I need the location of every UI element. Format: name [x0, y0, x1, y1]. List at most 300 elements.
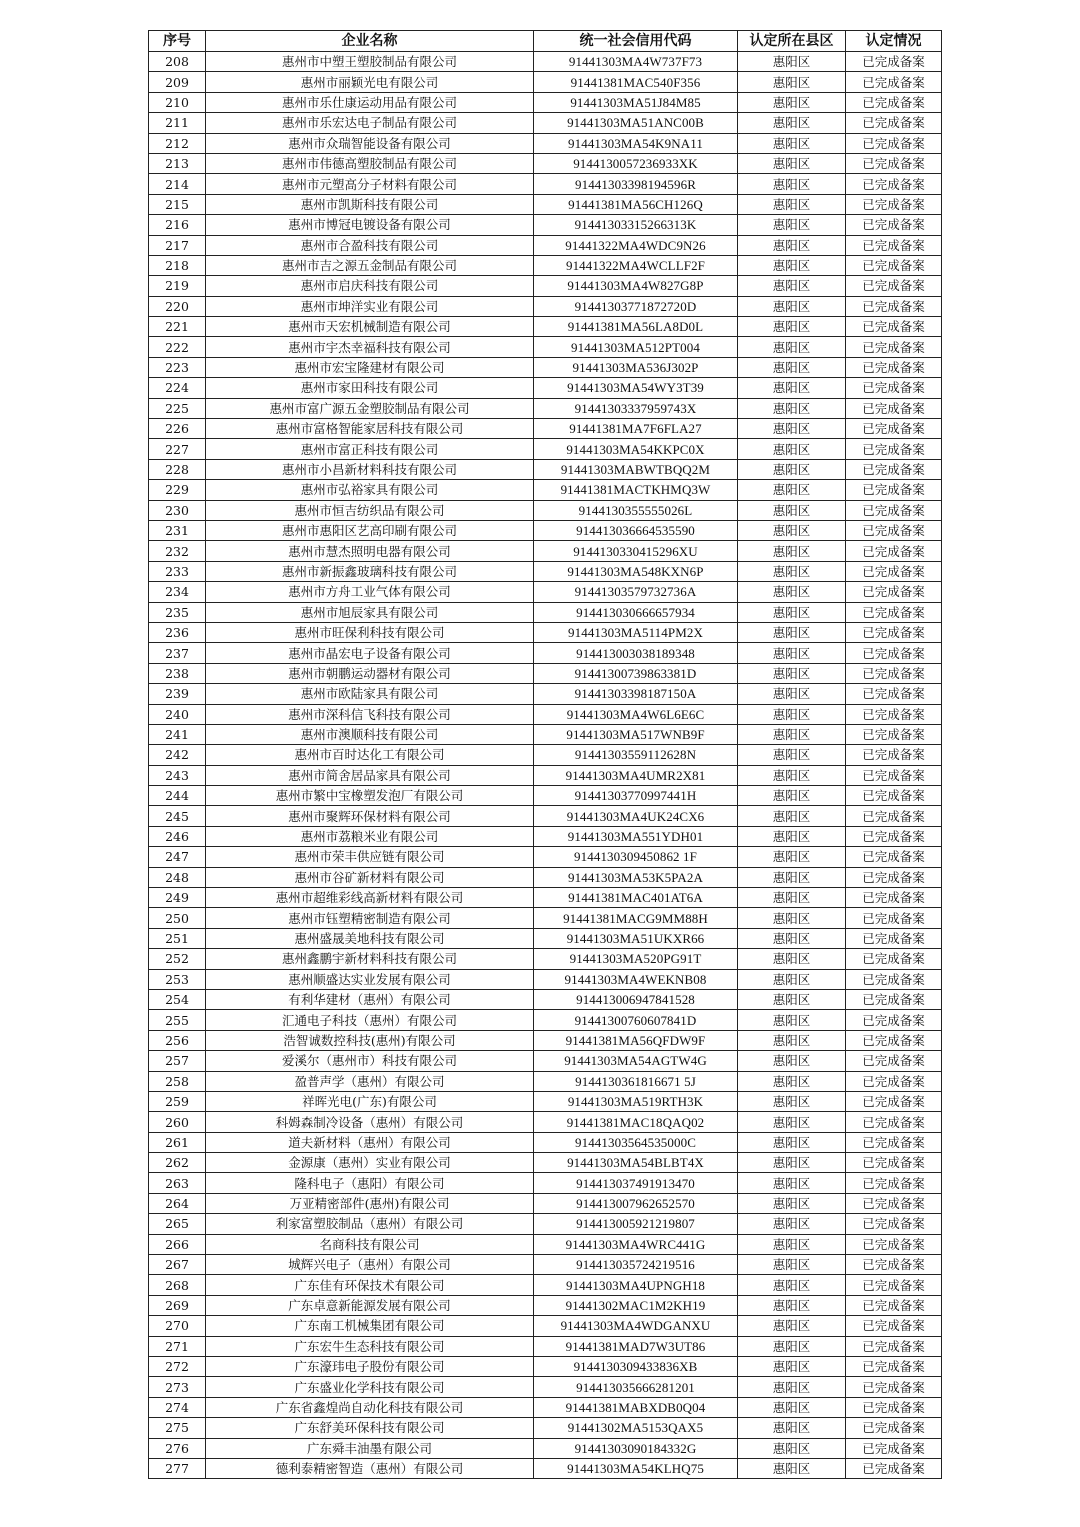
cell-seq: 221 — [149, 317, 206, 337]
cell-district: 惠阳区 — [738, 684, 846, 704]
cell-company-name: 广东省鑫煌尚自动化科技有限公司 — [206, 1397, 534, 1417]
cell-district: 惠阳区 — [738, 928, 846, 948]
table-row — [149, 1030, 942, 1050]
cell-credit-code: 91441303559112628N — [534, 745, 738, 765]
cell-status: 已完成备案 — [846, 684, 942, 704]
cell-credit-code: 91441303MA54WY3T39 — [534, 378, 738, 398]
cell-credit-code: 91441303MA4W827G8P — [534, 276, 738, 296]
cell-company-name: 广东南工机械集团有限公司 — [206, 1316, 534, 1336]
cell-district: 惠阳区 — [738, 1051, 846, 1071]
cell-company-name: 惠州市凯斯科技有限公司 — [206, 194, 534, 214]
cell-district: 惠阳区 — [738, 398, 846, 418]
cell-district: 惠阳区 — [738, 174, 846, 194]
cell-company-name: 金源康（惠州）实业有限公司 — [206, 1153, 534, 1173]
cell-seq: 250 — [149, 908, 206, 928]
cell-district: 惠阳区 — [738, 1336, 846, 1356]
cell-credit-code: 91441322MA4WDC9N26 — [534, 235, 738, 255]
cell-district: 惠阳区 — [738, 888, 846, 908]
cell-company-name: 惠州鑫鹏宇新材料科技有限公司 — [206, 949, 534, 969]
table-row — [149, 317, 942, 337]
cell-seq: 220 — [149, 296, 206, 316]
cell-credit-code: 91441303MA536J302P — [534, 357, 738, 377]
cell-seq: 233 — [149, 561, 206, 581]
cell-company-name: 惠州市旭辰家具有限公司 — [206, 602, 534, 622]
cell-seq: 225 — [149, 398, 206, 418]
table-row — [149, 663, 942, 683]
table-row — [149, 194, 942, 214]
table-row — [149, 235, 942, 255]
header-seq: 序号 — [149, 31, 206, 52]
table-row — [149, 1132, 942, 1152]
cell-company-name: 惠州市丽颖光电有限公司 — [206, 72, 534, 92]
cell-company-name: 惠州市荔粮米业有限公司 — [206, 826, 534, 846]
cell-district: 惠阳区 — [738, 1214, 846, 1234]
table-row — [149, 215, 942, 235]
table-body — [149, 52, 942, 1479]
cell-status: 已完成备案 — [846, 255, 942, 275]
table-row — [149, 133, 942, 153]
cell-credit-code: 91441303771872720D — [534, 296, 738, 316]
table-row — [149, 704, 942, 724]
cell-district: 惠阳区 — [738, 541, 846, 561]
table-row — [149, 398, 942, 418]
table-row — [149, 1112, 942, 1132]
table-row — [149, 908, 942, 928]
cell-seq: 276 — [149, 1438, 206, 1458]
cell-seq: 242 — [149, 745, 206, 765]
cell-seq: 226 — [149, 419, 206, 439]
cell-seq: 260 — [149, 1112, 206, 1132]
cell-status: 已完成备案 — [846, 928, 942, 948]
cell-seq: 214 — [149, 174, 206, 194]
cell-seq: 270 — [149, 1316, 206, 1336]
cell-district: 惠阳区 — [738, 745, 846, 765]
cell-credit-code: 91441303MA4WDGANXU — [534, 1316, 738, 1336]
cell-company-name: 惠州市澳顺科技有限公司 — [206, 724, 534, 744]
cell-status: 已完成备案 — [846, 989, 942, 1009]
cell-credit-code: 9144130057236933XK — [534, 153, 738, 173]
cell-seq: 222 — [149, 337, 206, 357]
cell-district: 惠阳区 — [738, 847, 846, 867]
table-row — [149, 153, 942, 173]
cell-company-name: 科姆森制冷设备（惠州）有限公司 — [206, 1112, 534, 1132]
cell-seq: 244 — [149, 786, 206, 806]
table-row — [149, 72, 942, 92]
cell-district: 惠阳区 — [738, 1255, 846, 1275]
cell-credit-code: 91441303MA512PT004 — [534, 337, 738, 357]
cell-status: 已完成备案 — [846, 602, 942, 622]
cell-seq: 218 — [149, 255, 206, 275]
table-row — [149, 561, 942, 581]
table-row — [149, 541, 942, 561]
cell-company-name: 惠州市乐宏达电子制品有限公司 — [206, 113, 534, 133]
cell-status: 已完成备案 — [846, 826, 942, 846]
cell-seq: 231 — [149, 520, 206, 540]
cell-status: 已完成备案 — [846, 1357, 942, 1377]
cell-seq: 213 — [149, 153, 206, 173]
cell-seq: 263 — [149, 1173, 206, 1193]
table-row — [149, 1173, 942, 1193]
cell-seq: 274 — [149, 1397, 206, 1417]
table-row — [149, 1418, 942, 1438]
cell-seq: 208 — [149, 52, 206, 72]
cell-seq: 237 — [149, 643, 206, 663]
cell-credit-code: 91441303MA51ANC00B — [534, 113, 738, 133]
table-row — [149, 357, 942, 377]
cell-credit-code: 91441381MA56LA8D0L — [534, 317, 738, 337]
cell-status: 已完成备案 — [846, 745, 942, 765]
cell-seq: 240 — [149, 704, 206, 724]
cell-status: 已完成备案 — [846, 337, 942, 357]
table-row — [149, 765, 942, 785]
table-row — [149, 52, 942, 72]
cell-company-name: 广东宏牛生态科技有限公司 — [206, 1336, 534, 1356]
cell-status: 已完成备案 — [846, 276, 942, 296]
cell-status: 已完成备案 — [846, 92, 942, 112]
cell-district: 惠阳区 — [738, 72, 846, 92]
cell-credit-code: 91441381MA56CH126Q — [534, 194, 738, 214]
cell-company-name: 惠州市宇杰幸福科技有限公司 — [206, 337, 534, 357]
table-row — [149, 1397, 942, 1417]
cell-credit-code: 91441303MA54BLBT4X — [534, 1153, 738, 1173]
table-row — [149, 337, 942, 357]
cell-company-name: 惠州市弘裕家具有限公司 — [206, 480, 534, 500]
cell-district: 惠阳区 — [738, 52, 846, 72]
cell-company-name: 惠州市合盈科技有限公司 — [206, 235, 534, 255]
cell-credit-code: 91441303MA4W6L6E6C — [534, 704, 738, 724]
cell-credit-code: 914413036664535590 — [534, 520, 738, 540]
cell-status: 已完成备案 — [846, 357, 942, 377]
cell-seq: 256 — [149, 1030, 206, 1050]
cell-credit-code: 91441303MA54KLHQ75 — [534, 1458, 738, 1478]
table-row — [149, 276, 942, 296]
table-row — [149, 296, 942, 316]
cell-company-name: 惠州市众瑞智能设备有限公司 — [206, 133, 534, 153]
cell-company-name: 惠州市博冠电镀设备有限公司 — [206, 215, 534, 235]
header-company-name: 企业名称 — [206, 31, 534, 52]
cell-status: 已完成备案 — [846, 867, 942, 887]
cell-seq: 267 — [149, 1255, 206, 1275]
cell-credit-code: 914413037491913470 — [534, 1173, 738, 1193]
cell-status: 已完成备案 — [846, 1418, 942, 1438]
cell-company-name: 广东卓意新能源发展有限公司 — [206, 1295, 534, 1315]
cell-status: 已完成备案 — [846, 663, 942, 683]
table-row — [149, 745, 942, 765]
cell-credit-code: 91441303MA517WNB9F — [534, 724, 738, 744]
cell-seq: 258 — [149, 1071, 206, 1091]
cell-seq: 246 — [149, 826, 206, 846]
cell-district: 惠阳区 — [738, 1275, 846, 1295]
cell-company-name: 爱溪尔（惠州市）科技有限公司 — [206, 1051, 534, 1071]
cell-company-name: 惠州市富正科技有限公司 — [206, 439, 534, 459]
cell-credit-code: 91441303MA4WEKNB08 — [534, 969, 738, 989]
cell-credit-code: 91441381MABXDB0Q04 — [534, 1397, 738, 1417]
cell-company-name: 惠州市深科信飞科技有限公司 — [206, 704, 534, 724]
cell-district: 惠阳区 — [738, 1438, 846, 1458]
cell-district: 惠阳区 — [738, 255, 846, 275]
cell-credit-code: 91441300739863381D — [534, 663, 738, 683]
cell-seq: 273 — [149, 1377, 206, 1397]
table-row — [149, 643, 942, 663]
table-row — [149, 826, 942, 846]
cell-district: 惠阳区 — [738, 786, 846, 806]
cell-status: 已完成备案 — [846, 724, 942, 744]
cell-status: 已完成备案 — [846, 1112, 942, 1132]
cell-seq: 219 — [149, 276, 206, 296]
table-row — [149, 1316, 942, 1336]
cell-credit-code: 91441303MA51J84M85 — [534, 92, 738, 112]
table-row — [149, 969, 942, 989]
cell-credit-code: 9144130330415296XU — [534, 541, 738, 561]
cell-status: 已完成备案 — [846, 133, 942, 153]
cell-company-name: 惠州市谷矿新材料有限公司 — [206, 867, 534, 887]
cell-seq: 266 — [149, 1234, 206, 1254]
cell-company-name: 广东盛业化学科技有限公司 — [206, 1377, 534, 1397]
cell-status: 已完成备案 — [846, 317, 942, 337]
cell-company-name: 惠州盛晟美地科技有限公司 — [206, 928, 534, 948]
cell-company-name: 德利泰精密智造（惠州）有限公司 — [206, 1458, 534, 1478]
cell-credit-code: 914413005921219807 — [534, 1214, 738, 1234]
cell-company-name: 惠州市家田科技有限公司 — [206, 378, 534, 398]
cell-credit-code: 91441303398187150A — [534, 684, 738, 704]
cell-company-name: 汇通电子科技（惠州）有限公司 — [206, 1010, 534, 1030]
cell-district: 惠阳区 — [738, 276, 846, 296]
cell-company-name: 惠州市惠阳区艺高印刷有限公司 — [206, 520, 534, 540]
cell-credit-code: 9144130309450862 1F — [534, 847, 738, 867]
cell-company-name: 万亚精密部件(惠州)有限公司 — [206, 1193, 534, 1213]
table-row — [149, 1153, 942, 1173]
cell-status: 已完成备案 — [846, 1458, 942, 1478]
cell-status: 已完成备案 — [846, 1336, 942, 1356]
cell-status: 已完成备案 — [846, 786, 942, 806]
table-row — [149, 174, 942, 194]
cell-district: 惠阳区 — [738, 317, 846, 337]
cell-status: 已完成备案 — [846, 459, 942, 479]
cell-credit-code: 91441303MA54KKPC0X — [534, 439, 738, 459]
cell-credit-code: 91441303579732736A — [534, 582, 738, 602]
cell-status: 已完成备案 — [846, 1397, 942, 1417]
cell-district: 惠阳区 — [738, 1458, 846, 1478]
cell-credit-code: 914413030666657934 — [534, 602, 738, 622]
cell-district: 惠阳区 — [738, 663, 846, 683]
cell-district: 惠阳区 — [738, 1132, 846, 1152]
table-row — [149, 419, 942, 439]
cell-company-name: 惠州市超维彩线高新材料有限公司 — [206, 888, 534, 908]
cell-company-name: 惠州市朝鹏运动器材有限公司 — [206, 663, 534, 683]
table-row — [149, 989, 942, 1009]
cell-seq: 261 — [149, 1132, 206, 1152]
cell-seq: 217 — [149, 235, 206, 255]
cell-company-name: 惠州市方舟工业气体有限公司 — [206, 582, 534, 602]
cell-district: 惠阳区 — [738, 908, 846, 928]
cell-status: 已完成备案 — [846, 113, 942, 133]
cell-status: 已完成备案 — [846, 622, 942, 642]
cell-district: 惠阳区 — [738, 1234, 846, 1254]
cell-status: 已完成备案 — [846, 72, 942, 92]
cell-district: 惠阳区 — [738, 419, 846, 439]
cell-seq: 227 — [149, 439, 206, 459]
cell-status: 已完成备案 — [846, 500, 942, 520]
cell-status: 已完成备案 — [846, 235, 942, 255]
cell-district: 惠阳区 — [738, 561, 846, 581]
cell-seq: 215 — [149, 194, 206, 214]
table-row — [149, 1377, 942, 1397]
table-row — [149, 439, 942, 459]
cell-credit-code: 91441381MAC540F356 — [534, 72, 738, 92]
cell-district: 惠阳区 — [738, 133, 846, 153]
cell-district: 惠阳区 — [738, 1418, 846, 1438]
cell-seq: 229 — [149, 480, 206, 500]
cell-seq: 212 — [149, 133, 206, 153]
table-row — [149, 1071, 942, 1091]
cell-company-name: 惠州市富格智能家居科技有限公司 — [206, 419, 534, 439]
cell-district: 惠阳区 — [738, 989, 846, 1009]
cell-credit-code: 91441303315266313K — [534, 215, 738, 235]
cell-company-name: 有利华建材（惠州）有限公司 — [206, 989, 534, 1009]
cell-credit-code: 91441322MA4WCLLF2F — [534, 255, 738, 275]
cell-company-name: 广东濠玮电子股份有限公司 — [206, 1357, 534, 1377]
table-row — [149, 1275, 942, 1295]
cell-credit-code: 91441381MAC401AT6A — [534, 888, 738, 908]
cell-company-name: 惠州市宏宝隆建材有限公司 — [206, 357, 534, 377]
cell-district: 惠阳区 — [738, 643, 846, 663]
cell-company-name: 惠州市富广源五金塑胶制品有限公司 — [206, 398, 534, 418]
cell-status: 已完成备案 — [846, 949, 942, 969]
cell-company-name: 惠州市恒吉纺织品有限公司 — [206, 500, 534, 520]
cell-district: 惠阳区 — [738, 1091, 846, 1111]
cell-seq: 239 — [149, 684, 206, 704]
cell-status: 已完成备案 — [846, 1193, 942, 1213]
cell-district: 惠阳区 — [738, 153, 846, 173]
table-row — [149, 888, 942, 908]
table-row — [149, 520, 942, 540]
cell-status: 已完成备案 — [846, 1051, 942, 1071]
cell-district: 惠阳区 — [738, 1112, 846, 1132]
table-row — [149, 786, 942, 806]
cell-credit-code: 91441303MA4UK24CX6 — [534, 806, 738, 826]
cell-district: 惠阳区 — [738, 113, 846, 133]
table-row — [149, 1295, 942, 1315]
cell-seq: 210 — [149, 92, 206, 112]
cell-seq: 254 — [149, 989, 206, 1009]
cell-credit-code: 91441303MA5114PM2X — [534, 622, 738, 642]
cell-company-name: 惠州市欧陆家具有限公司 — [206, 684, 534, 704]
cell-status: 已完成备案 — [846, 1295, 942, 1315]
cell-credit-code: 91441303MA4W737F73 — [534, 52, 738, 72]
cell-status: 已完成备案 — [846, 480, 942, 500]
cell-seq: 228 — [149, 459, 206, 479]
cell-company-name: 惠州市小昌新材料科技有限公司 — [206, 459, 534, 479]
cell-district: 惠阳区 — [738, 1193, 846, 1213]
table-row — [149, 867, 942, 887]
cell-district: 惠阳区 — [738, 1010, 846, 1030]
table-row — [149, 1438, 942, 1458]
cell-status: 已完成备案 — [846, 1010, 942, 1030]
table-row — [149, 724, 942, 744]
cell-district: 惠阳区 — [738, 1173, 846, 1193]
cell-seq: 252 — [149, 949, 206, 969]
cell-district: 惠阳区 — [738, 1397, 846, 1417]
header-row — [149, 31, 942, 52]
table-row — [149, 1193, 942, 1213]
cell-seq: 216 — [149, 215, 206, 235]
cell-company-name: 惠州市聚辉环保材料有限公司 — [206, 806, 534, 826]
cell-company-name: 惠州市慧杰照明电器有限公司 — [206, 541, 534, 561]
cell-company-name: 惠州市晶宏电子设备有限公司 — [206, 643, 534, 663]
cell-status: 已完成备案 — [846, 1132, 942, 1152]
table-header — [149, 31, 942, 52]
cell-status: 已完成备案 — [846, 908, 942, 928]
table-row — [149, 459, 942, 479]
cell-status: 已完成备案 — [846, 398, 942, 418]
cell-status: 已完成备案 — [846, 1275, 942, 1295]
table-row — [149, 1214, 942, 1234]
cell-status: 已完成备案 — [846, 296, 942, 316]
cell-district: 惠阳区 — [738, 724, 846, 744]
cell-district: 惠阳区 — [738, 806, 846, 826]
table-row — [149, 1255, 942, 1275]
cell-company-name: 惠州市坤洋实业有限公司 — [206, 296, 534, 316]
cell-credit-code: 914413006947841528 — [534, 989, 738, 1009]
cell-credit-code: 91441300760607841D — [534, 1010, 738, 1030]
cell-status: 已完成备案 — [846, 174, 942, 194]
cell-seq: 272 — [149, 1357, 206, 1377]
cell-district: 惠阳区 — [738, 1030, 846, 1050]
cell-district: 惠阳区 — [738, 602, 846, 622]
table-row — [149, 1234, 942, 1254]
cell-company-name: 惠州市元塑高分子材料有限公司 — [206, 174, 534, 194]
cell-status: 已完成备案 — [846, 194, 942, 214]
cell-credit-code: 91441381MACG9MM88H — [534, 908, 738, 928]
cell-credit-code: 91441302MAC1M2KH19 — [534, 1295, 738, 1315]
cell-seq: 268 — [149, 1275, 206, 1295]
cell-district: 惠阳区 — [738, 622, 846, 642]
cell-status: 已完成备案 — [846, 1153, 942, 1173]
table-row — [149, 847, 942, 867]
cell-credit-code: 91441381MA7F6FLA27 — [534, 419, 738, 439]
cell-status: 已完成备案 — [846, 1214, 942, 1234]
cell-district: 惠阳区 — [738, 378, 846, 398]
cell-district: 惠阳区 — [738, 357, 846, 377]
cell-district: 惠阳区 — [738, 969, 846, 989]
table-row — [149, 806, 942, 826]
cell-company-name: 隆科电子（惠阳）有限公司 — [206, 1173, 534, 1193]
cell-company-name: 广东舜丰油墨有限公司 — [206, 1438, 534, 1458]
cell-seq: 259 — [149, 1091, 206, 1111]
cell-credit-code: 91441303564535000C — [534, 1132, 738, 1152]
cell-status: 已完成备案 — [846, 765, 942, 785]
cell-company-name: 惠州市百时达化工有限公司 — [206, 745, 534, 765]
table-row — [149, 1336, 942, 1356]
cell-seq: 253 — [149, 969, 206, 989]
cell-district: 惠阳区 — [738, 1357, 846, 1377]
cell-district: 惠阳区 — [738, 704, 846, 724]
cell-credit-code: 91441303MA548KXN6P — [534, 561, 738, 581]
table-row — [149, 928, 942, 948]
header-district: 认定所在县区 — [738, 31, 846, 52]
cell-credit-code: 91441303090184332G — [534, 1438, 738, 1458]
cell-status: 已完成备案 — [846, 1030, 942, 1050]
cell-status: 已完成备案 — [846, 888, 942, 908]
cell-status: 已完成备案 — [846, 419, 942, 439]
cell-seq: 243 — [149, 765, 206, 785]
cell-district: 惠阳区 — [738, 459, 846, 479]
table-row — [149, 1458, 942, 1478]
table-row — [149, 949, 942, 969]
table-row — [149, 1051, 942, 1071]
cell-district: 惠阳区 — [738, 296, 846, 316]
cell-company-name: 惠州市钰塑精密制造有限公司 — [206, 908, 534, 928]
